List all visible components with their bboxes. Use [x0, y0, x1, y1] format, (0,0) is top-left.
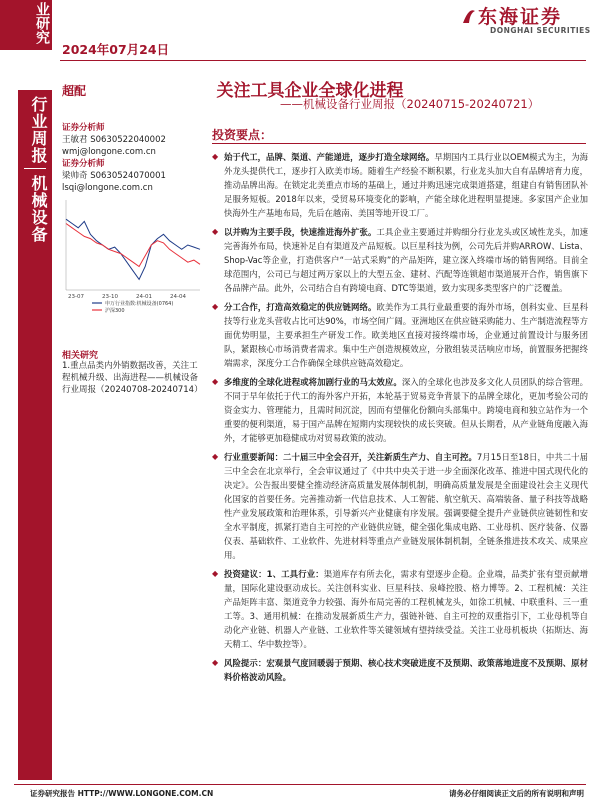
bullet-diamond-icon: ◆	[212, 152, 219, 161]
bullet-item	[212, 375, 588, 445]
invest-divider	[212, 143, 586, 144]
series-line-machinery	[66, 219, 200, 279]
header-divider	[60, 60, 586, 61]
bullet-heading: 分工合作，打造高效稳定的供应链网络。	[224, 302, 377, 312]
bullet-heading: 以并购为主要手段，快速推进海外扩张。	[224, 227, 377, 237]
top-tag-text: 业研究	[34, 2, 50, 44]
rating: 超配	[62, 84, 87, 98]
related-link[interactable]: 1.重点品类内外销数据改善，关注工程机械升级、出海进程——机械设备行业周报（20240708-20240714）	[62, 361, 203, 395]
bullet-body: 欧美作为工具行业最重要的海外市场，创科实业、巨星科技等行业龙头营收占比可达90%，市场空间广阔。亚洲地区在供应链采购能力、生产制造流程等方面优势明显，主要承担生产研发工作。欧美地区直接对接终端市场，企业通过前置设计与服务团队，紧跟核心市场消费者需求。集中生产创造规模效应，分散组装灵活响应市场，前置服务把握终端需求，深度分工合作确保全球供应链高效稳定。	[224, 302, 589, 368]
bullet-item	[212, 150, 588, 220]
bullet-diamond-icon: ◆	[212, 377, 219, 386]
bullet-diamond-icon: ◆	[212, 302, 219, 311]
bullet-body: 早期国内工具行业以OEM模式为主，为海外龙头提供代工，逐步打入欧美市场。随着生产经验不断积累，行业龙头加大自有品牌培育力度，推动品牌出海。在锁定北美重点市场的基础上，通过并购迅速完成渠道搭建，组建自有销售团队补足服务短板。2018年以来，受贸易环境变化的影响，产能全球化进程明显提速。多家国产企业加快海外生产基地布局，先后在越南、美国等地开设工厂。	[224, 152, 589, 218]
analyst-name: 王敏君 S0630522040002	[62, 135, 166, 145]
bullet-heading: 行业重要新闻：二十届三中全会召开，关注新质生产力、自主可控。	[224, 452, 477, 462]
related-title: 相关研究	[62, 351, 99, 361]
logo-en: DONGHAI SECURITIES	[490, 26, 591, 35]
analyst-name: 梁帅奇 S0630524070001	[62, 171, 166, 181]
bullet-item	[212, 225, 588, 295]
bullet-item	[212, 567, 588, 651]
bullet-diamond-icon: ◆	[212, 658, 219, 667]
bullet-body: 7月15日至18日，中共二十届三中全会在北京举行，全会审议通过了《中共中央关于进一步全面深化改革、推进中国式现代化的决定》。公告报出要健全推动经济高质量发展体制机制，明确高质量发展是全面建设社会主义现代化国家的首要任务。完善推动新一代信息技术、人工智能、航空航天、高端装备、量子科技等战略性产业发展政策和治理体系，引导新兴产业健康有序发展。强调要健全提升产业链供应链韧性和安全水平制度，抓紧打造自主可控的产业链供应链，健全强化集成电路、工业母机、医疗装备、仪器仪表、基础软件、工业软件、先进材料等重点产业链发展体制机制，全链条推进技术攻关、成果应用。	[224, 452, 588, 560]
side-label-industry: 机械设备	[29, 175, 48, 243]
top-corner-tag	[0, 0, 52, 50]
analyst-label: 证券分析师	[62, 159, 105, 169]
analyst-label: 证券分析师	[62, 123, 105, 133]
x-tick-label: 23-10	[102, 294, 118, 300]
bullet-body: 渠道库存有所去化，需求有望逐步企稳。企业端，品类扩张有望贡献增量，国际化建设驱动成长。关注创科实业、巨星科技、泉峰控股、格力博等。2、工程机械：关注产品矩阵丰富、渠道竞争力较强、海外布局完善的工程机械龙头，如徐工机械、中联重科、三一重工等。3、通用机械：在推动发展新质生产力，强链补链、自主可控的双重指引下，工业母机等自动化产业链、机器人产业链、工业软件等关键领域有望持续受益。关注工业母机板块（拓斯达、海天精工、华中数控等）。	[224, 569, 589, 649]
analyst-email: lsqi@longone.com.cn	[62, 183, 153, 193]
bullet-item	[212, 450, 588, 562]
bullet-diamond-icon: ◆	[212, 227, 219, 236]
x-tick-label: 23-07	[68, 294, 84, 300]
analyst-email: wmj@longone.com.cn	[62, 147, 156, 157]
footer-source[interactable]: 证券研究报告 HTTP://WWW.LONGONE.COM.CN	[30, 789, 214, 798]
bullet-diamond-icon: ◆	[212, 569, 219, 578]
invest-bullets	[212, 150, 588, 689]
legend-label: 沪深300	[105, 308, 125, 314]
donghai-logo-icon	[461, 5, 477, 25]
bullet-body: 工具企业主要通过并购细分行业龙头或区域性龙头，加速完善海外布局，快速补足自有渠道及产品短板。以巨星科技为例，公司先后并购ARROW、Lista、Shop-Vac等企业，打造供客户“一站式采购”的产品矩阵，建立深入终端市场的销售网络。目前全球范围内，公司已与超过两万家以上的大型五金、建材、汽配等连锁超市渠道展开合作，销售旗下各品牌产品。此外，公司结合自有跨境电商、DTC等渠道，致力实现多类型客户的广泛覆盖。	[224, 227, 589, 293]
page-subtitle: ——机械设备行业周报（20240715-20240721）	[280, 97, 540, 111]
x-tick-label: 24-04	[170, 294, 186, 300]
bullet-heading: 投资建议：1、工具行业：	[224, 569, 324, 579]
legend-label: 申万行业指数:机械设备(0764)	[105, 301, 174, 307]
bullet-diamond-icon: ◆	[212, 452, 219, 461]
footer-divider	[14, 784, 586, 785]
x-tick-label: 24-01	[136, 294, 152, 300]
bullet-heading: 多维度的全球化进程或将加剧行业的马太效应。	[224, 377, 402, 387]
side-separator	[24, 168, 46, 169]
bullet-heading: 始于代工，品牌、渠道、产能递进，逐步打造全球网络。	[224, 152, 435, 162]
bullet-heading: 风险提示：宏观景气度回暖弱于预期、核心技术突破进度不及预期、政策落地进度不及预期、原材料价格波动风险。	[224, 658, 588, 682]
bullet-item	[212, 300, 588, 370]
footer-disclaimer: 请务必仔细阅读正文后的所有说明和声明	[449, 789, 584, 798]
side-label-report-type: 行业周报	[29, 96, 48, 164]
series-line-hs300	[66, 224, 200, 267]
page-title: 关注工具企业全球化进程	[216, 81, 404, 101]
logo-cn: 东海证券	[478, 6, 563, 28]
analyst-block	[62, 122, 202, 194]
invest-title: 投资要点：	[212, 128, 273, 142]
report-date: 2024年07月24日	[62, 42, 170, 57]
index-chart	[62, 198, 202, 318]
bullet-body: 深入的全球化也涉及多文化人员团队的综合管理。不同于早年依托于代工的海外客户开拓，本轮基于贸易竞争背景下的品牌全球化，更加考验公司的资金实力、管理能力，且需时间沉淀，因而有望催化份额向头部集中。跨境电商和独立站作为一个重要的便利渠道，易于国产品牌在短期内实现较快的成长突破。但从长期看，从产业链角度融入海外，才能够更加稳健成功对贸易政策的波动。	[224, 377, 588, 443]
bullet-item	[212, 656, 588, 684]
